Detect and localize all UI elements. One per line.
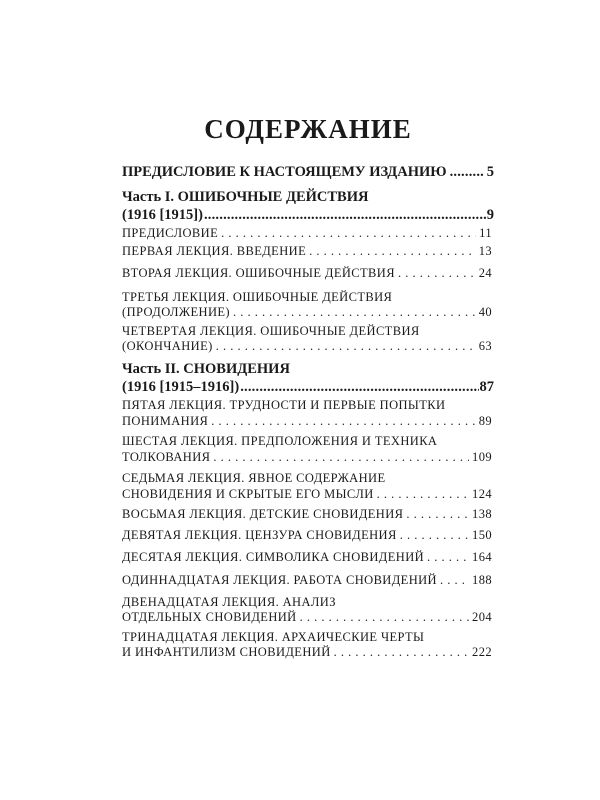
toc-entry-label: ТОЛКОВАНИЯ [122,450,211,464]
part-heading-line1: Часть I. ОШИБОЧНЫЕ ДЕЙСТВИЯ [122,189,369,205]
toc-page-number: 89 [478,414,492,428]
toc-entry[interactable] [122,507,492,522]
toc-entry[interactable] [122,645,492,660]
toc-entry-line1: ТРЕТЬЯ ЛЕКЦИЯ. ОШИБОЧНЫЕ ДЕЙСТВИЯ [122,290,393,304]
dot-leader [334,645,469,660]
toc-entry-label: (1916 [1915]) [122,207,203,223]
toc-entry-label: СНОВИДЕНИЯ И СКРЫТЫЕ ЕГО МЫСЛИ [122,487,374,501]
dot-leader [377,487,469,502]
toc-entry-label: ДЕВЯТАЯ ЛЕКЦИЯ. ЦЕНЗУРА СНОВИДЕНИЯ [122,528,397,542]
page-title: СОДЕРЖАНИЕ [204,114,412,144]
toc-page-number: 24 [478,266,492,280]
dot-leader [211,414,475,429]
toc-entry-label: И ИНФАНТИЛИЗМ СНОВИДЕНИЙ [122,645,331,659]
dot-leader [427,550,469,565]
toc-page-number: 9 [486,207,494,223]
toc-entry[interactable] [122,528,492,543]
dot-leader [240,379,478,396]
toc-entry-line1: ДВЕНАДЦАТАЯ ЛЕКЦИЯ. АНАЛИЗ [122,595,336,609]
toc-entry-label: ПОНИМАНИЯ [122,414,209,428]
toc-page-number: 5 [486,164,494,180]
dot-leader [450,164,484,181]
toc-entry-line1: ТРИНАДЦАТАЯ ЛЕКЦИЯ. АРХАИЧЕСКИЕ ЧЕРТЫ [122,630,425,644]
toc-entry[interactable] [122,226,492,241]
toc-entry-label: ВОСЬМАЯ ЛЕКЦИЯ. ДЕТСКИЕ СНОВИДЕНИЯ [122,507,404,521]
toc-page-number: 188 [472,573,492,587]
dot-leader [216,339,476,354]
toc-page-number: 87 [479,379,494,395]
toc-entry-line1: ШЕСТАЯ ЛЕКЦИЯ. ПРЕДПОЛОЖЕНИЯ И ТЕХНИКА [122,434,438,448]
part-heading-line1: Часть II. СНОВИДЕНИЯ [122,361,290,377]
toc-entry[interactable] [122,550,492,565]
dot-leader [440,573,469,588]
toc-entry-part2[interactable] [122,379,494,396]
toc-entry-line1: ПЯТАЯ ЛЕКЦИЯ. ТРУДНОСТИ И ПЕРВЫЕ ПОПЫТКИ [122,398,446,412]
toc-entry[interactable] [122,573,492,588]
toc-entry[interactable] [122,414,492,429]
dot-leader [204,207,486,224]
toc-page-number: 109 [472,450,492,464]
dot-leader [309,244,476,259]
dot-leader [398,266,476,281]
toc-entry-label: (ПРОДОЛЖЕНИЕ) [122,305,230,319]
toc-page-number: 164 [472,550,492,564]
dot-leader [300,610,469,625]
toc-page-number: 124 [472,487,492,501]
toc-entry-label: ОТДЕЛЬНЫХ СНОВИДЕНИЙ [122,610,297,624]
toc-entry-label: ПРЕДИСЛОВИЕ К НАСТОЯЩЕМУ ИЗДАНИЮ [122,164,447,180]
toc-entry-label: ОДИННАДЦАТАЯ ЛЕКЦИЯ. РАБОТА СНОВИДЕНИЙ [122,573,437,587]
toc-entry-label: ПЕРВАЯ ЛЕКЦИЯ. ВВЕДЕНИЕ [122,244,307,258]
dot-leader [213,450,469,465]
toc-entry[interactable] [122,339,492,354]
toc-page-number: 204 [472,610,492,624]
toc-entry[interactable] [122,487,492,502]
toc-entry-preface[interactable] [122,164,494,181]
dot-leader [406,507,469,522]
toc-entry[interactable] [122,610,492,625]
toc-entry-label: (ОКОНЧАНИЕ) [122,339,213,353]
toc-page-number: 63 [478,339,492,353]
toc-entry-label: ДЕСЯТАЯ ЛЕКЦИЯ. СИМВОЛИКА СНОВИДЕНИЙ [122,550,425,564]
toc-entry-part1[interactable] [122,207,494,224]
toc-page-number: 40 [478,305,492,319]
toc-page-number: 13 [478,244,492,258]
toc-page-number: 150 [472,528,492,542]
toc-page-number: 138 [472,507,492,521]
toc-entry-label: ПРЕДИСЛОВИЕ [122,226,219,240]
dot-leader [400,528,469,543]
toc-entry[interactable] [122,244,492,259]
toc-page-number: 222 [472,645,492,659]
toc-entry[interactable] [122,266,492,281]
toc-entry-line1: СЕДЬМАЯ ЛЕКЦИЯ. ЯВНОЕ СОДЕРЖАНИЕ [122,471,386,485]
toc-entry-label: (1916 [1915–1916]) [122,379,240,395]
toc-entry-line1: ЧЕТВЕРТАЯ ЛЕКЦИЯ. ОШИБОЧНЫЕ ДЕЙСТВИЯ [122,324,420,338]
toc-page-number: 11 [479,226,492,240]
toc-entry[interactable] [122,305,492,320]
toc-entry[interactable] [122,450,492,465]
dot-leader [221,226,476,241]
toc-entry-label: ВТОРАЯ ЛЕКЦИЯ. ОШИБОЧНЫЕ ДЕЙСТВИЯ [122,266,395,280]
dot-leader [233,305,476,320]
